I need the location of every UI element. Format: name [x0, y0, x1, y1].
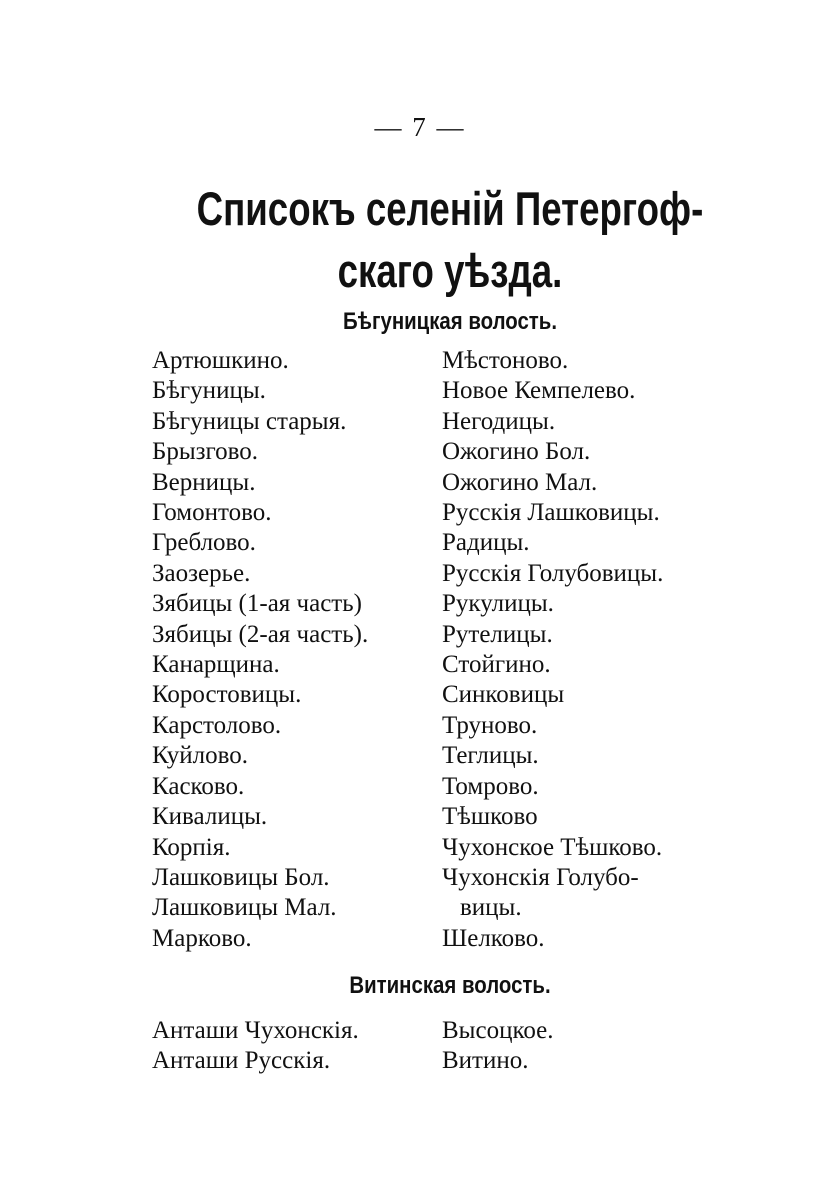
list-item: Бѣгуницы.: [152, 377, 266, 405]
list-item: Стойгино.: [442, 651, 551, 679]
list-item: Коростовицы.: [152, 681, 302, 709]
list-item: Рукулицы.: [442, 590, 554, 618]
list-item: Рутелицы.: [442, 620, 553, 648]
list-item: Касково.: [152, 772, 245, 800]
list-item: Лашковицы Бол.: [152, 863, 330, 891]
list-item: Бѣгуницы старыя.: [152, 407, 347, 435]
list-item: Заозерье.: [152, 559, 251, 587]
village-list-vitinskaya-left: [152, 1016, 359, 1077]
list-item: Томрово.: [442, 772, 539, 800]
list-item: Труново.: [442, 711, 538, 739]
list-item-continuation: вицы.: [460, 894, 522, 922]
list-item: Верницы.: [152, 468, 256, 496]
page-title-line-1: Списокъ селеній Петергоф-: [196, 182, 704, 235]
list-item: Зябицы (1-ая часть): [152, 590, 362, 618]
page-title: [177, 178, 723, 302]
list-item: Анташи Русскія.: [152, 1047, 331, 1075]
list-item: Карстолово.: [152, 711, 282, 739]
list-item: Гомонтово.: [152, 499, 272, 527]
village-list-vitinskaya-right: [442, 1016, 553, 1077]
list-item: Витино.: [442, 1047, 529, 1075]
list-item: Греблово.: [152, 529, 256, 557]
list-item: Теглицы.: [442, 742, 539, 770]
list-item: Корпія.: [152, 833, 231, 861]
list-item: Канарщина.: [152, 651, 280, 679]
list-item: Радицы.: [442, 529, 530, 557]
page-title-line-2: скаго уѣзда.: [337, 244, 563, 297]
list-item: Зябицы (2-ая часть).: [152, 620, 369, 648]
list-item: Куйлово.: [152, 742, 249, 770]
list-item: Чухонское Тѣшково.: [442, 833, 663, 861]
village-list-begunitskaya-left: [152, 346, 368, 954]
list-item: Мѣстоново.: [442, 347, 569, 374]
list-item: Русскія Лашковицы.: [442, 499, 660, 527]
list-item: Негодицы.: [442, 407, 556, 435]
list-item: Новое Кемпелево.: [442, 377, 636, 405]
list-item: Брызгово.: [152, 438, 259, 466]
list-item: Чухонскія Голубо-: [442, 863, 639, 891]
list-item: Лашковицы Мал.: [152, 894, 337, 922]
village-list-begunitskaya-right: [442, 346, 663, 954]
list-item: Кивалицы.: [152, 803, 268, 831]
list-item: Русскія Голубовицы.: [442, 559, 664, 587]
section-heading-vitinskaya: Витинская волость.: [349, 972, 551, 999]
page-number: — 7 —: [374, 112, 466, 142]
list-item: Высоцкое.: [442, 1017, 554, 1044]
list-item: Ожогино Бол.: [442, 438, 591, 466]
list-item: Тѣшково: [442, 803, 538, 831]
list-item: Артюшкино.: [152, 347, 289, 374]
list-item: Шелково.: [442, 924, 545, 952]
list-item: Ожогино Мал.: [442, 468, 598, 496]
section-heading-begunitskaya: Бѣгуницкая волость.: [342, 308, 558, 335]
list-item: Анташи Чухонскія.: [152, 1017, 359, 1044]
list-item: Синковицы: [442, 681, 565, 709]
list-item: Марково.: [152, 924, 252, 952]
